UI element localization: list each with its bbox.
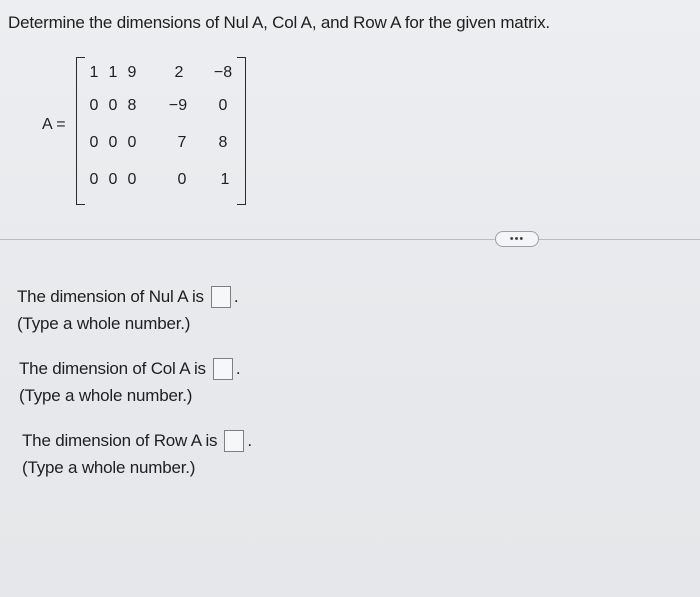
col-hint: (Type a whole number.) xyxy=(19,386,193,405)
nul-prompt: The dimension of Nul A is xyxy=(17,287,204,306)
row-hint: (Type a whole number.) xyxy=(22,458,196,477)
matrix-cell: 0 xyxy=(108,97,118,114)
matrix-row xyxy=(76,64,246,86)
matrix-cell: 0 xyxy=(89,97,99,114)
nul-answer-input[interactable] xyxy=(211,286,231,308)
answer-row xyxy=(22,428,252,478)
matrix-cell: 0 xyxy=(177,171,187,188)
matrix-cell: 9 xyxy=(127,64,137,81)
row-prompt: The dimension of Row A is xyxy=(22,431,218,450)
matrix-cell: 7 xyxy=(177,134,187,151)
matrix-cell: 0 xyxy=(127,171,137,188)
matrix-cell: 8 xyxy=(127,97,137,114)
row-period: . xyxy=(247,431,252,450)
matrix-cell: 1 xyxy=(220,171,230,188)
nul-period: . xyxy=(233,287,239,306)
col-answer-input[interactable] xyxy=(213,358,233,380)
question-text: Determine the dimensions of Nul A, Col A, and Row A for the given matrix. xyxy=(8,13,550,32)
section-divider xyxy=(0,239,700,240)
answer-nul xyxy=(17,284,238,334)
matrix-cell: 0 xyxy=(89,134,99,151)
matrix xyxy=(76,57,246,205)
matrix-cell: 0 xyxy=(218,97,228,114)
col-prompt: The dimension of Col A is xyxy=(19,359,206,378)
matrix-cell: −9 xyxy=(168,97,188,114)
matrix-row xyxy=(76,171,246,193)
matrix-cell: 1 xyxy=(108,64,118,81)
matrix-cell: −8 xyxy=(213,64,233,81)
row-answer-input[interactable] xyxy=(224,430,244,452)
matrix-cell: 0 xyxy=(89,171,99,188)
matrix-row xyxy=(76,97,246,119)
matrix-row xyxy=(76,134,246,156)
more-options-button[interactable]: ••• xyxy=(495,231,539,247)
col-period: . xyxy=(235,359,241,378)
matrix-cell: 2 xyxy=(174,64,184,81)
matrix-cell: 1 xyxy=(89,64,99,81)
matrix-cell: 8 xyxy=(218,134,228,151)
nul-hint: (Type a whole number.) xyxy=(17,314,191,333)
matrix-label: A = xyxy=(42,116,66,133)
matrix-cell: 0 xyxy=(108,134,118,151)
answer-col xyxy=(19,356,240,406)
matrix-cell: 0 xyxy=(127,134,137,151)
matrix-cell: 0 xyxy=(108,171,118,188)
